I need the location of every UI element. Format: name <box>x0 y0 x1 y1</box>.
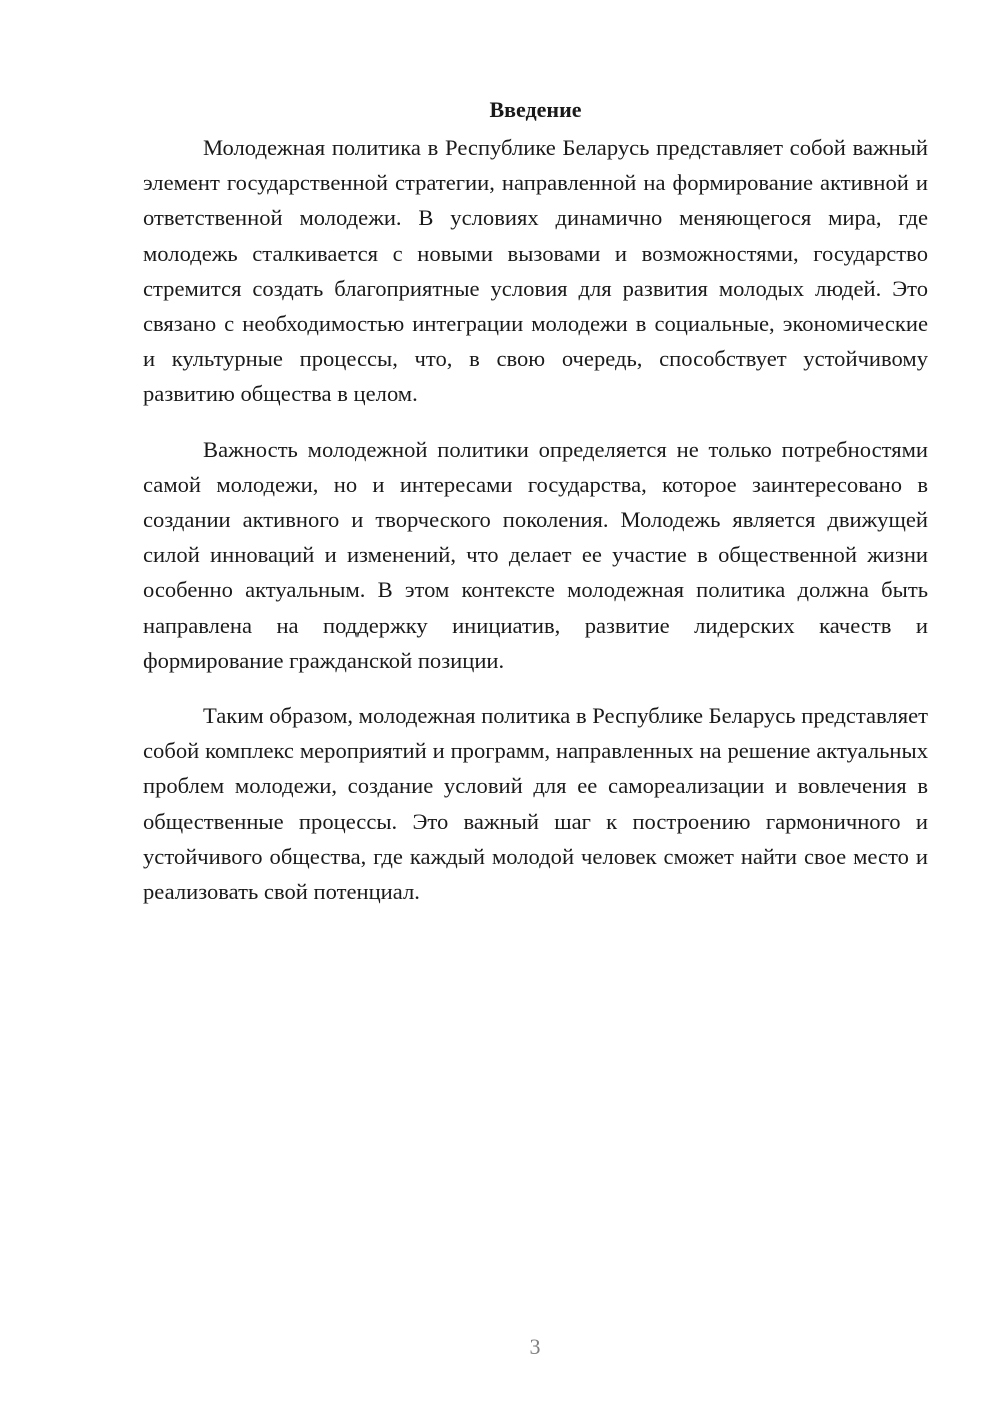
paragraph-3: Таким образом, молодежная политика в Республике Беларусь представляет собой комплекс мероприятий и программ, направленных на решение актуальных проблем молодежи, создание условий для ее самореализации и вовлечения в общественные процессы. Это важный шаг к построению гармоничного и устойчивого общества, где каждый молодой человек сможет найти свое место и реализовать свой потенциал. <box>143 703 928 905</box>
paragraph-1: Молодежная политика в Республике Беларусь представляет собой важный элемент государственной стратегии, направленной на формирование активной и ответственной молодежи. В условиях динамично меняющегося мира, где молодежь сталкивается с новыми вызовами и возможностями, государство стремится создать благоприятные условия для развития молодых людей. Это связано с необходимостью интеграции молодежи в социальные, экономические и культурные процессы, что, в свою очередь, способствует устойчивому развитию общества в целом. <box>143 135 928 407</box>
page-number: 3 <box>529 1334 541 1359</box>
section-heading: Введение <box>489 97 582 122</box>
paragraph-2: Важность молодежной политики определяется не только потребностями самой молодежи, но и интересами государства, которое заинтересовано в создании активного и творческого поколения. Молодежь является движущей силой инноваций и изменений, что делает ее участие в общественной жизни особенно актуальным. В этом контексте молодежная политика должна быть направлена на поддержку инициатив, развитие лидерских качеств и формирование гражданской позиции. <box>143 436 928 673</box>
page-content <box>143 92 928 929</box>
